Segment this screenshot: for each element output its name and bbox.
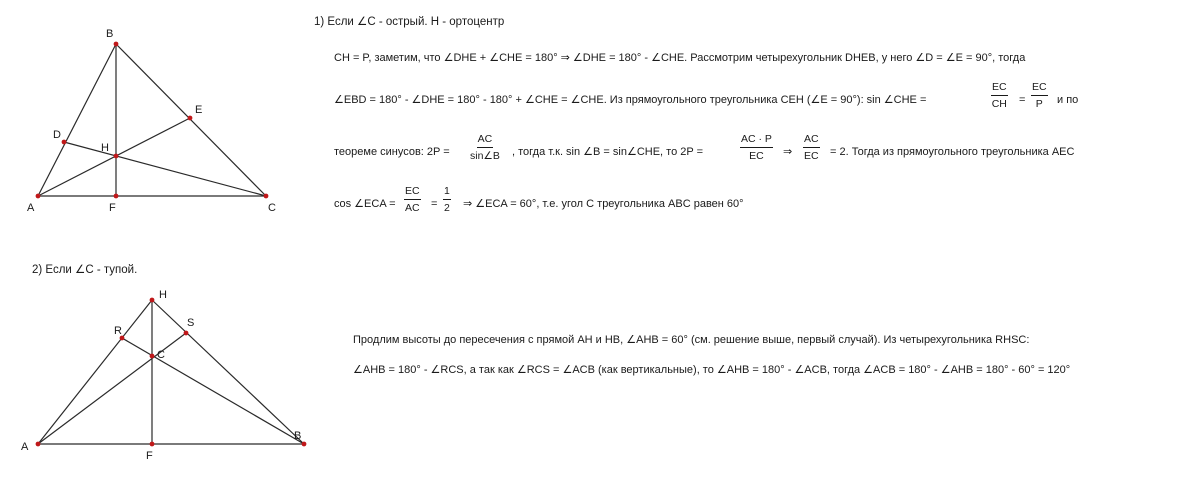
figure-obtuse-triangle bbox=[38, 300, 304, 444]
altitude-cd bbox=[64, 142, 266, 196]
figure2-labels bbox=[21, 289, 301, 462]
label-c: C bbox=[157, 349, 165, 361]
fraction-one-half bbox=[443, 185, 451, 214]
case1-heading: 1) Если ∠C - острый. H - ортоцентр bbox=[314, 16, 505, 28]
equals-sign: = bbox=[431, 198, 438, 210]
point-h bbox=[150, 298, 155, 303]
figure1-points bbox=[36, 42, 269, 199]
fraction-ec-p bbox=[1031, 81, 1048, 110]
figure-acute-triangle bbox=[38, 44, 266, 196]
case1-line3-tail: = 2. Тогда из прямоугольного треугольника AEC bbox=[830, 146, 1075, 158]
case1-line2-text: ∠EBD = 180° - ∠DHE = 180° - 180° + ∠CHE = ∠CHE. Из прямоугольного треугольника CEH (∠E = 90°): sin ∠CHE = bbox=[334, 94, 927, 106]
label-h: H bbox=[159, 289, 167, 301]
case2-line2: ∠AHB = 180° - ∠RCS, а так как ∠RCS = ∠ACB (как вертикальные), то ∠AHB = 180° - ∠ACB, тогда ∠ACB = 180° - ∠AHB = 180° - 60° = 120° bbox=[353, 364, 1071, 376]
label-b: B bbox=[106, 28, 114, 40]
implies-arrow: ⇒ bbox=[783, 146, 793, 158]
fraction-numerator: EC bbox=[991, 81, 1008, 96]
fraction-denominator: EC bbox=[804, 150, 819, 162]
equals-sign: = bbox=[1019, 94, 1026, 106]
fraction-denominator: CH bbox=[991, 98, 1007, 110]
case2-line1: Продлим высоты до пересечения с прямой AH и HB, ∠AHB = 60° (см. решение выше, первый случай). Из четырехугольника RHSC: bbox=[353, 334, 1030, 346]
label-d: D bbox=[53, 129, 61, 141]
case1-line4-text: cos ∠ECA = bbox=[334, 198, 396, 210]
point-d bbox=[62, 140, 67, 145]
line-br bbox=[122, 338, 304, 444]
label-f: F bbox=[109, 202, 116, 214]
point-h bbox=[114, 154, 119, 159]
case1-line2-tail: и по bbox=[1057, 94, 1079, 106]
point-b bbox=[114, 42, 119, 47]
side-ab bbox=[38, 44, 116, 196]
fraction-denominator: 2 bbox=[444, 202, 450, 214]
figure1-labels bbox=[27, 28, 276, 214]
fraction-denominator: AC bbox=[405, 202, 420, 214]
fraction-ec-ac bbox=[404, 185, 421, 214]
fraction-numerator: AC bbox=[477, 133, 494, 148]
point-b bbox=[302, 442, 307, 447]
point-a bbox=[36, 194, 41, 199]
figure2-points bbox=[36, 298, 307, 447]
case1-line1: CH = P, заметим, что ∠DHE + ∠CHE = 180° ⇒ ∠DHE = 180° - ∠CHE. Рассмотрим четырехугольник DHEB, у него ∠D = ∠E = 90°, тогда bbox=[334, 52, 1026, 64]
case1-line4-tail: ⇒ ∠ECA = 60°, т.е. угол C треугольника ABC равен 60° bbox=[463, 198, 744, 210]
fraction-denominator: sin∠B bbox=[470, 150, 500, 162]
label-h: H bbox=[101, 142, 109, 154]
label-f: F bbox=[146, 450, 153, 462]
case1-line3-middle: , тогда т.к. sin ∠B = sin∠CHE, то 2P = bbox=[512, 146, 703, 158]
point-c bbox=[264, 194, 269, 199]
fraction-denominator: P bbox=[1035, 98, 1043, 110]
fraction-acp-ec bbox=[740, 133, 773, 162]
label-b: B bbox=[294, 430, 302, 442]
case1-line3-text: теореме синусов: 2P = bbox=[334, 146, 450, 158]
point-c bbox=[150, 354, 155, 359]
label-e: E bbox=[195, 104, 203, 116]
label-a: A bbox=[21, 441, 29, 453]
label-s: S bbox=[187, 317, 195, 329]
fraction-numerator: EC bbox=[1031, 81, 1048, 96]
point-f bbox=[114, 194, 119, 199]
fraction-numerator: AC · P bbox=[740, 133, 773, 148]
fraction-ac-ec bbox=[803, 133, 820, 162]
fraction-numerator: AC bbox=[803, 133, 820, 148]
fraction-ec-ch bbox=[991, 81, 1008, 110]
fraction-ac-sinb bbox=[470, 133, 500, 162]
point-s bbox=[184, 331, 189, 336]
label-r: R bbox=[114, 325, 122, 337]
fraction-denominator: EC bbox=[749, 150, 764, 162]
label-a: A bbox=[27, 202, 35, 214]
fraction-numerator: 1 bbox=[443, 185, 451, 200]
point-f bbox=[150, 442, 155, 447]
line-hb bbox=[152, 300, 304, 444]
fraction-numerator: EC bbox=[404, 185, 421, 200]
point-e bbox=[188, 116, 193, 121]
case2-heading: 2) Если ∠C - тупой. bbox=[32, 264, 138, 276]
point-a bbox=[36, 442, 41, 447]
label-c: C bbox=[268, 202, 276, 214]
